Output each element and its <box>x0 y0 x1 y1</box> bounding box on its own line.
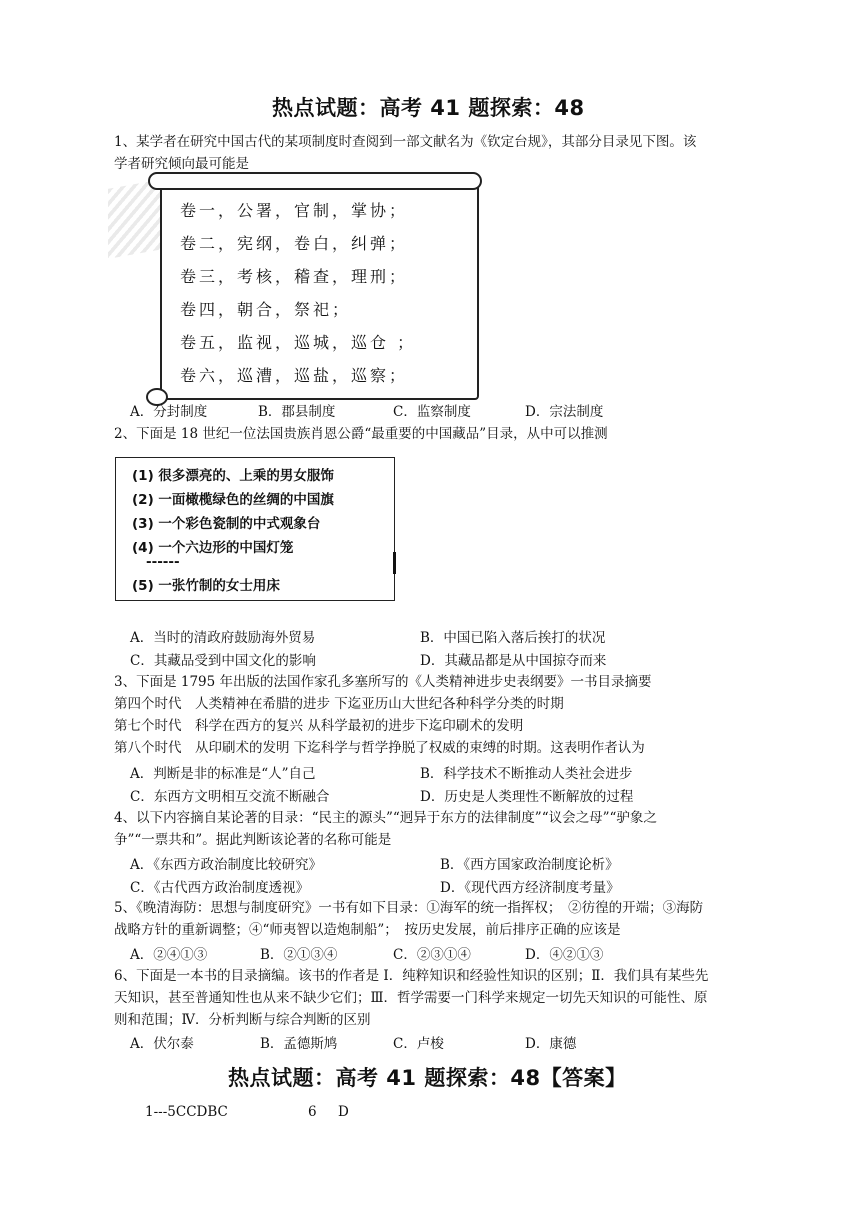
scroll-item: 卷二，宪纲，卷白，纠弹； <box>180 234 409 253</box>
q6-option-a: A．伏尔泰 <box>130 1036 194 1052</box>
answer-q6-number: 6 <box>308 1104 317 1120</box>
q2-option-b: B．中国已陷入落后挨打的状况 <box>420 630 606 646</box>
list-edge-mark <box>393 552 396 574</box>
q4-option-c: C．《古代西方政治制度透视》 <box>130 880 310 896</box>
q5-option-c: C．②③①④ <box>393 947 471 963</box>
scroll-item: 卷三，考核，稽查，理刑； <box>180 267 409 286</box>
q1-option-d: D．宗法制度 <box>525 404 604 420</box>
q2-option-d: D．其藏品都是从中国掠夺而来 <box>420 653 607 669</box>
q6-option-c: C．卢梭 <box>393 1036 444 1052</box>
q4-option-d: D．《现代西方经济制度考量》 <box>440 880 620 896</box>
q5-text-line2: 战略方针的重新调整；④“师夷智以造炮制船”； 按历史发展，前后排序正确的应该是 <box>114 922 621 938</box>
q2-option-a: A．当时的清政府鼓励海外贸易 <box>130 630 316 646</box>
q6-text-line2: 天知识，甚至普通知性也从来不缺少它们；Ⅲ．哲学需要一门科学来规定一切先天知识的可能性、原 <box>114 990 708 1006</box>
q3-text-line1: 3、下面是 1795 年出版的法国作家孔多塞所写的《人类精神进步史表纲要》一书目录摘要 <box>114 674 652 690</box>
q5-option-a: A．②④①③ <box>130 947 208 963</box>
list-item: (3) 一个彩色瓷制的中式观象台 <box>132 516 321 532</box>
scroll-item: 卷五，监视，巡城，巡仓 ； <box>180 333 417 352</box>
scroll-item: 卷四，朝合，祭祀； <box>180 300 352 319</box>
scroll-curl-top <box>148 172 482 190</box>
q1-text-line2: 学者研究倾向最可能是 <box>114 156 249 172</box>
q3-option-c: C．东西方文明相互交流不断融合 <box>130 789 330 805</box>
list-item: (1) 很多漂亮的、上乘的男女服饰 <box>132 468 334 484</box>
list-item: (4) 一个六边形的中国灯笼 <box>132 540 294 556</box>
list-item: ------ <box>146 554 180 570</box>
list-item: (5) 一张竹制的女士用床 <box>132 578 280 594</box>
page-title: 热点试题：高考 41 题探索：48 <box>272 96 585 120</box>
q5-option-d: D．④②①③ <box>525 947 604 963</box>
answer-line: 1---5CCDBC <box>145 1104 228 1120</box>
watermark-graphic <box>108 179 163 259</box>
q4-option-a: A．《东西方政治制度比较研究》 <box>130 857 322 873</box>
q1-text-line1: 1、某学者在研究中国古代的某项制度时查阅到一部文献名为《钦定台规》，其部分目录见下图。该 <box>114 134 697 150</box>
q3-text-line3: 第七个时代 科学在西方的复兴 从科学最初的进步下迄印刷术的发明 <box>114 718 524 734</box>
q3-option-b: B．科学技术不断推动人类社会进步 <box>420 766 633 782</box>
q2-option-c: C．其藏品受到中国文化的影响 <box>130 653 316 669</box>
q5-text-line1: 5、《晚清海防：思想与制度研究》一书有如下目录：①海军的统一指挥权； ②彷徨的开端；③海防 <box>114 900 704 916</box>
q3-option-d: D．历史是人类理性不断解放的过程 <box>420 789 634 805</box>
q4-text-line1: 4、以下内容摘自某论著的目录：“民主的源头”“迥异于东方的法律制度”“议会之母”“驴象之 <box>114 810 657 826</box>
q6-option-d: D．康德 <box>525 1036 577 1052</box>
q6-text-line3: 则和范围；Ⅳ．分析判断与综合判断的区别 <box>114 1012 371 1028</box>
list-item: (2) 一面橄榄绿色的丝绸的中国旗 <box>132 492 334 508</box>
q4-option-b: B．《西方国家政治制度论析》 <box>440 857 619 873</box>
q1-option-c: C．监察制度 <box>393 404 471 420</box>
q6-text-line1: 6、下面是一本书的目录摘编。该书的作者是 I．纯粹知识和经验性知识的区别；Ⅱ．我们具有某些先 <box>114 968 709 984</box>
q2-text-line1: 2、下面是 18 世纪一位法国贵族肖恩公爵“最重要的中国藏品”目录，从中可以推测 <box>114 426 608 442</box>
scroll-item: 卷一，公署，官制，掌协； <box>180 201 409 220</box>
q3-text-line4: 第八个时代 从印刷术的发明 下迄科学与哲学挣脱了权威的束缚的时期。这表明作者认为 <box>114 740 645 756</box>
q3-option-a: A．判断是非的标准是“人”自己 <box>130 766 316 782</box>
q1-option-b: B．郡县制度 <box>258 404 336 420</box>
scroll-item: 卷六，巡漕，巡盐，巡察； <box>180 366 409 385</box>
answer-q6-value: D <box>338 1104 349 1120</box>
answer-title: 热点试题：高考 41 题探索：48【答案】 <box>228 1066 627 1090</box>
q3-text-line2: 第四个时代 人类精神在希腊的进步 下迄亚历山大世纪各种科学分类的时期 <box>114 696 564 712</box>
q5-option-b: B．②①③④ <box>260 947 338 963</box>
q1-option-a: A．分封制度 <box>130 404 208 420</box>
q1-scroll-image <box>160 178 479 400</box>
q4-text-line2: 争”“一票共和”。据此判断该论著的名称可能是 <box>114 832 392 848</box>
q2-list-image <box>115 457 395 601</box>
q6-option-b: B．孟德斯鸠 <box>260 1036 338 1052</box>
